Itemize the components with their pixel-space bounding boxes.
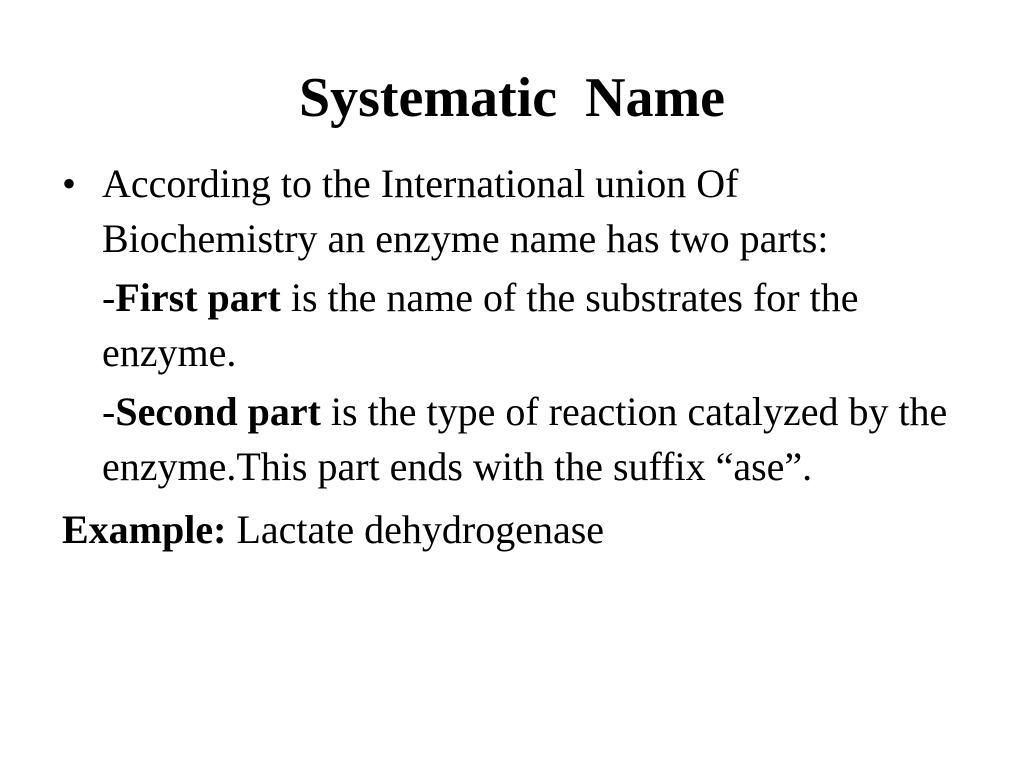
sub-item-first-part — [62, 270, 962, 380]
example-line — [62, 502, 962, 557]
example-label: Example: — [62, 507, 227, 552]
sub-item-text: is the type of reaction catalyzed by the enzyme.This part ends with the suffix “ase”. — [102, 389, 948, 489]
sub-item-bold-label: First part — [115, 275, 281, 320]
sub-item-bold-label: Second part — [115, 389, 321, 434]
bullet-item — [62, 156, 962, 266]
slide-body — [62, 156, 962, 557]
sub-item-dash: - — [102, 389, 116, 434]
sub-item-dash: - — [102, 275, 116, 320]
bullet-text: According to the International union Of Biochemistry an enzyme name has two parts: — [102, 161, 829, 261]
sub-item-second-part — [62, 384, 962, 494]
example-text: Lactate dehydrogenase — [226, 507, 605, 552]
bullet-marker: • — [62, 161, 77, 206]
slide-title: Systematic Name — [298, 67, 726, 129]
sub-item-text: is the name of the substrates for the enzyme. — [102, 275, 859, 375]
